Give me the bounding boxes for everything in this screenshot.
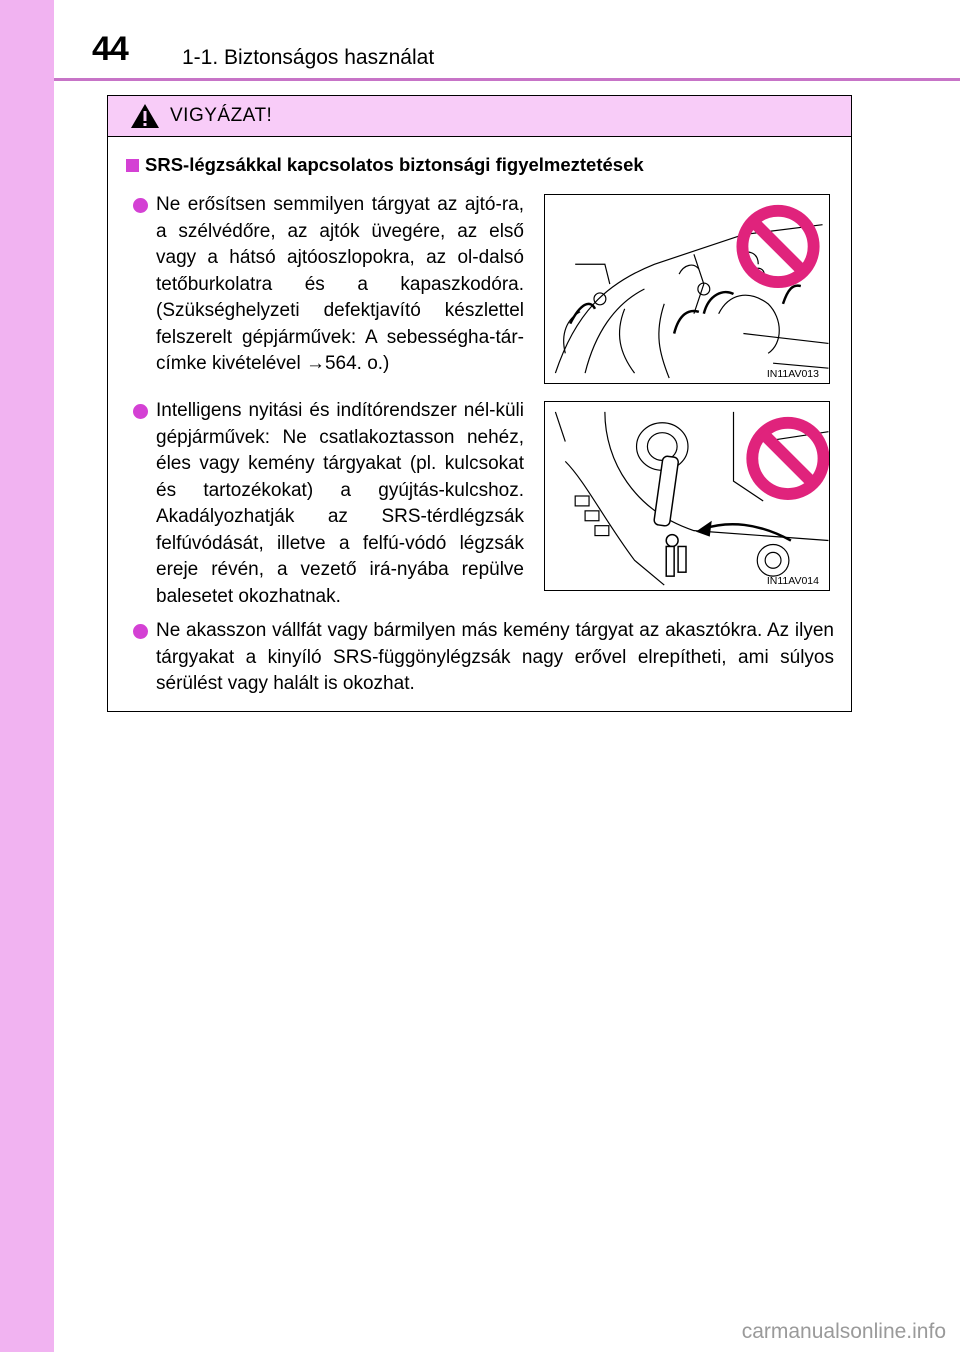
warning-item-3 (126, 618, 834, 698)
warning-item-text: Ne akasszon vállfát vagy bármilyen más kemény tárgyat az akasztókra. Az ilyen tárgyakat a kinyíló SRS-függönylégzsák nagy erővel elrepítheti, ami súlyos sérülést vagy halált is okozhat. (156, 620, 834, 694)
figure-ignition-key (544, 401, 830, 591)
prohibition-icon (545, 402, 829, 590)
watermark: carmanualsonline.info (741, 1320, 946, 1343)
figure-code: IN11AV014 (766, 575, 819, 587)
figure-interior-airbag (544, 194, 830, 384)
square-bullet-icon (126, 159, 139, 172)
page-number: 44 (92, 30, 128, 68)
warning-triangle-icon (130, 103, 160, 129)
prohibition-icon (545, 195, 829, 383)
section-title (126, 154, 644, 176)
figure-code: IN11AV013 (766, 368, 819, 380)
round-bullet-icon (133, 624, 148, 639)
header-rule (54, 78, 960, 81)
chapter-side-tab (0, 0, 54, 1352)
warning-header (108, 96, 851, 137)
round-bullet-icon (133, 404, 148, 419)
section-title-text: SRS-légzsákkal kapcsolatos biztonsági figyelmeztetések (145, 154, 644, 175)
warning-item-text: Ne erősítsen semmilyen tárgyat az ajtó-ra, a szélvédőre, az ajtók üvegére, az első vagy a hátsó ajtóoszlopokra, az ol-dalsó tetőburkolatra és a kapaszkodóra. (Szükséghelyzeti defektjavító készlettel felszerelt gépjárművek: A sebességha-tár-címke kivételével →564. o.) (156, 194, 524, 374)
warning-item-2 (126, 398, 524, 610)
warning-item-text: Intelligens nyitási és indítórendszer nél-küli gépjárművek: Ne csatlakoztasson nehéz, éles vagy kemény tárgyakat (pl. kulcsokat és tartozékokat) a gyújtás-kulcshoz. Akadályozhatják az SRS-térdlégzsák felfúvódását, illetve a felfú-vódó légzsák ereje révén, a vezető irá-nyába repülve balesetet okozhatnak. (156, 400, 524, 607)
round-bullet-icon (133, 198, 148, 213)
chapter-title: 1-1. Biztonságos használat (182, 46, 435, 69)
warning-box (107, 95, 852, 712)
warning-item-1 (126, 192, 524, 378)
warning-label: VIGYÁZAT! (170, 105, 273, 126)
